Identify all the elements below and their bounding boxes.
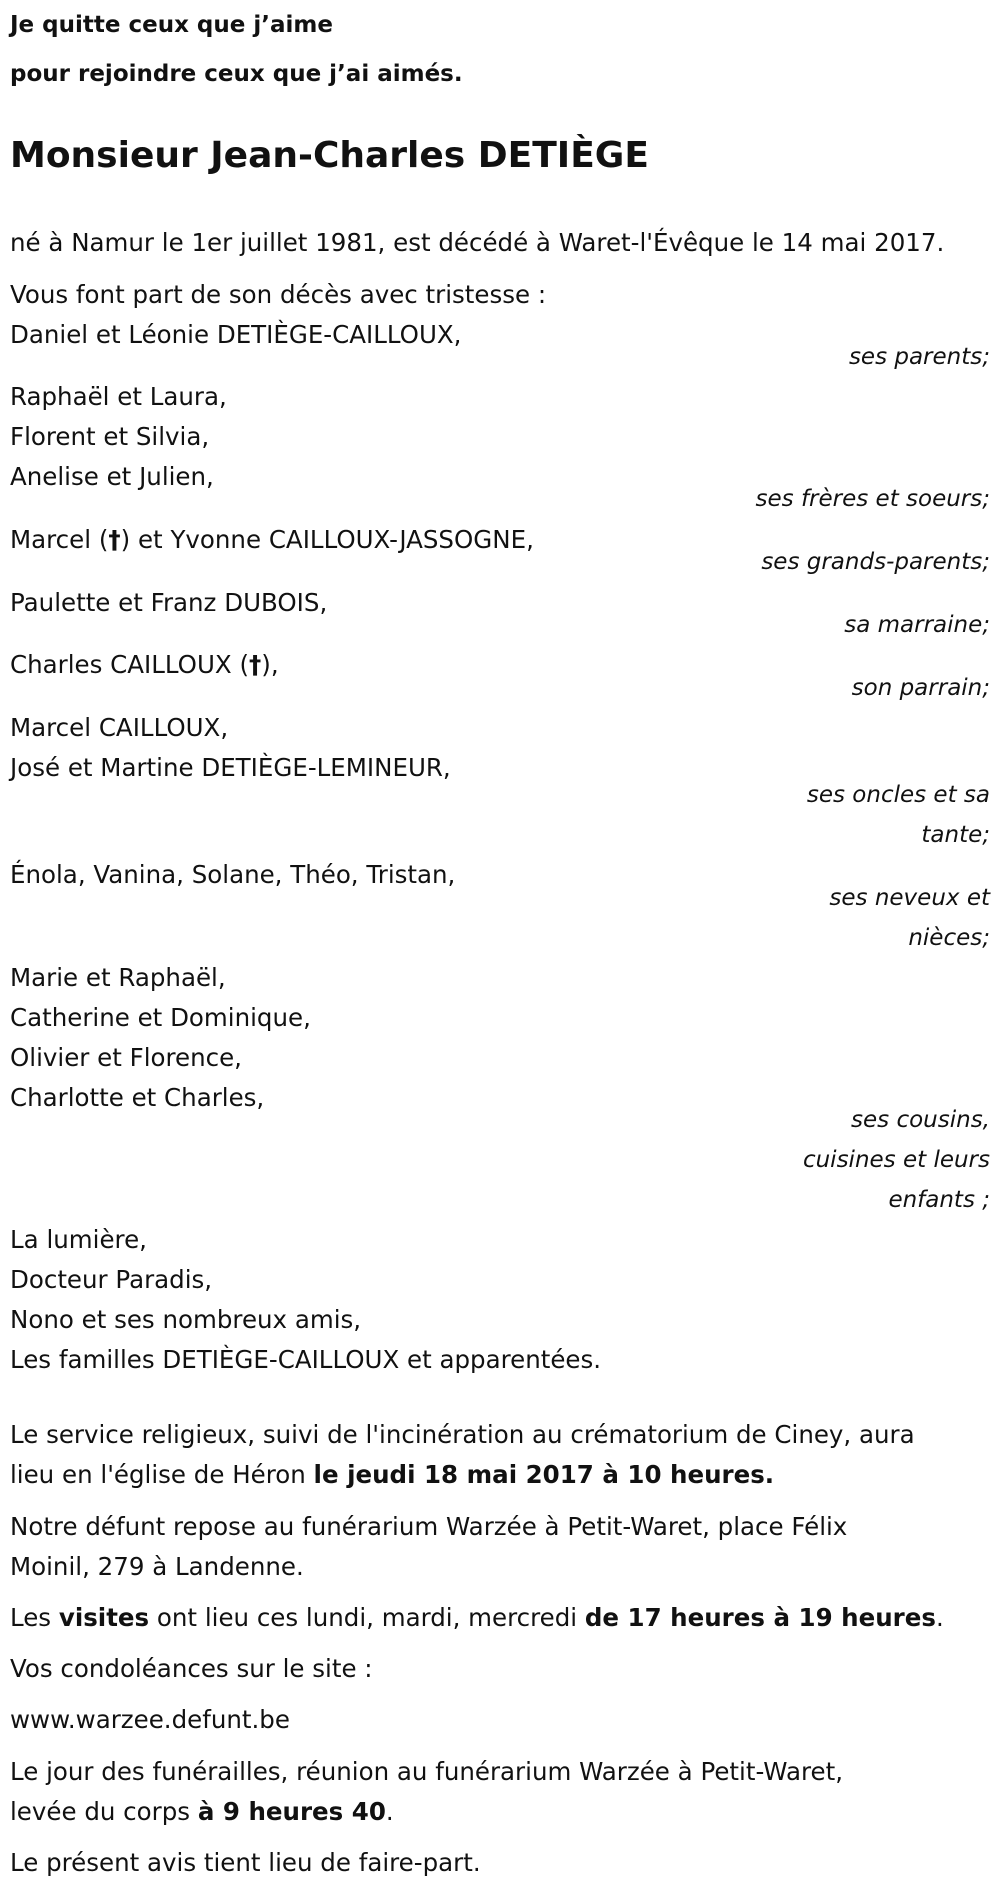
- rest-text-line-2: Moinil, 279 à Landenne.: [10, 1552, 304, 1581]
- godfather-relation: son parrain;: [851, 675, 990, 701]
- cross-icon: †: [249, 650, 262, 679]
- funeral-day-line-2: levée du corps à 9 heures 40.: [10, 1797, 394, 1826]
- closing-text: Le présent avis tient lieu de faire-part.: [10, 1848, 481, 1877]
- other-mourner: Les familles DETIÈGE-CAILLOUX et apparentées.: [10, 1345, 602, 1374]
- other-mourner: Nono et ses nombreux amis,: [10, 1305, 362, 1334]
- deceased-name: Monsieur Jean-Charles DETIÈGE: [10, 135, 649, 176]
- cousin-name: Olivier et Florence,: [10, 1043, 242, 1072]
- other-mourner: Docteur Paradis,: [10, 1265, 213, 1294]
- epigraph-line-1: Je quitte ceux que j’aime: [10, 12, 333, 38]
- cousin-name: Charlotte et Charles,: [10, 1083, 265, 1112]
- epigraph-line-2: pour rejoindre ceux que j’ai aimés.: [10, 61, 463, 87]
- birth-death-text: né à Namur le 1er juillet 1981, est décédé à Waret-l'Évêque le 14 mai 2017.: [10, 228, 945, 257]
- cousins-relation: enfants ;: [888, 1187, 990, 1213]
- service-date: le jeudi 18 mai 2017 à 10 heures.: [313, 1460, 775, 1489]
- rest-text-line-1: Notre défunt repose au funérarium Warzée à Petit-Waret, place Félix: [10, 1512, 848, 1541]
- uncle-name: Marcel CAILLOUX,: [10, 713, 229, 742]
- service-text-line-2: lieu en l'église de Héron le jeudi 18 mai 2017 à 10 heures.: [10, 1460, 775, 1489]
- service-text-line-1: Le service religieux, suivi de l'incinération au crématorium de Ciney, aura: [10, 1420, 915, 1449]
- announcement-text: Vous font part de son décès avec tristesse :: [10, 280, 547, 309]
- godmother-names: Paulette et Franz DUBOIS,: [10, 588, 328, 617]
- uncles-relation: ses oncles et sa: [806, 782, 990, 808]
- visits-text: Les visites ont lieu ces lundi, mardi, mercredi de 17 heures à 19 heures.: [10, 1603, 944, 1632]
- funeral-day-line-1: Le jour des funérailles, réunion au funérarium Warzée à Petit-Waret,: [10, 1757, 843, 1786]
- godmother-relation: sa marraine;: [844, 612, 990, 638]
- condolences-site-link[interactable]: www.warzee.defunt.be: [10, 1705, 290, 1734]
- grandparents-names: Marcel (†) et Yvonne CAILLOUX-JASSOGNE,: [10, 525, 534, 554]
- cross-icon: †: [108, 525, 121, 554]
- sibling-name: Florent et Silvia,: [10, 422, 210, 451]
- cousin-name: Catherine et Dominique,: [10, 1003, 311, 1032]
- uncles-relation: tante;: [921, 822, 990, 848]
- other-mourner: La lumière,: [10, 1225, 147, 1254]
- cousin-name: Marie et Raphaël,: [10, 963, 226, 992]
- nephews-relation: nièces;: [908, 925, 990, 951]
- visits-hours: de 17 heures à 19 heures: [584, 1603, 936, 1632]
- sibling-name: Anelise et Julien,: [10, 462, 214, 491]
- cousins-relation: cuisines et leurs: [802, 1147, 990, 1173]
- condolences-label: Vos condoléances sur le site :: [10, 1654, 373, 1683]
- nephews-names: Énola, Vanina, Solane, Théo, Tristan,: [10, 860, 456, 889]
- uncle-name: José et Martine DETIÈGE-LEMINEUR,: [10, 753, 451, 782]
- parents-relation: ses parents;: [848, 344, 990, 370]
- funeral-time: à 9 heures 40: [197, 1797, 386, 1826]
- siblings-relation: ses frères et soeurs;: [755, 486, 990, 512]
- parents-names: Daniel et Léonie DETIÈGE-CAILLOUX,: [10, 320, 462, 349]
- godfather-name: Charles CAILLOUX (†),: [10, 650, 279, 679]
- sibling-name: Raphaël et Laura,: [10, 382, 227, 411]
- nephews-relation: ses neveux et: [829, 885, 990, 911]
- grandparents-relation: ses grands-parents;: [761, 549, 990, 575]
- cousins-relation: ses cousins,: [851, 1107, 990, 1133]
